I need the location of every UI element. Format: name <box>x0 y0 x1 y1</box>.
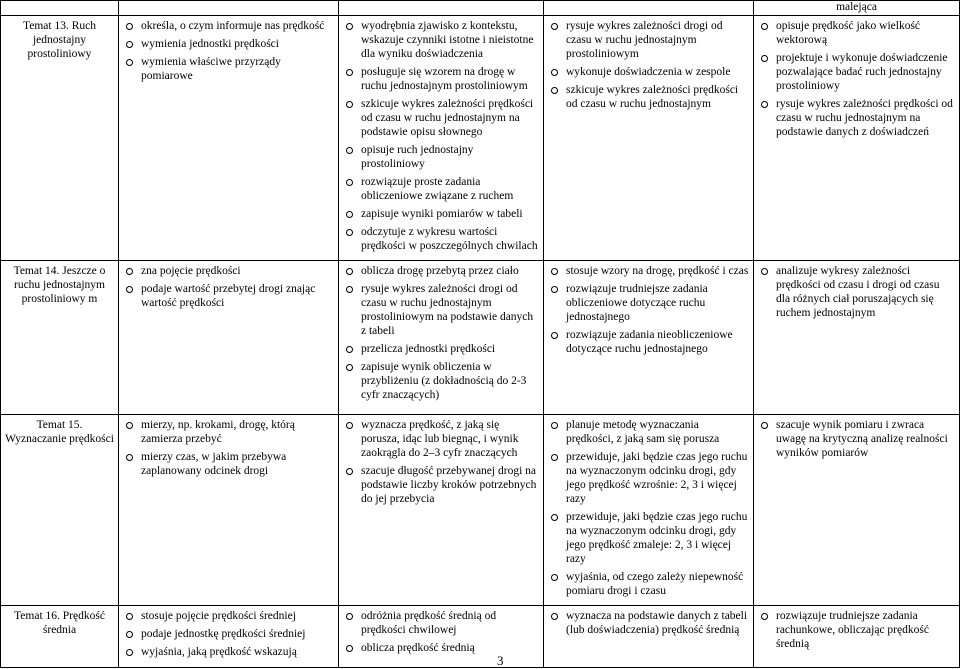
list-item: wymienia jednostki prędkości <box>123 37 334 51</box>
requirements-cell <box>544 415 754 606</box>
topic-cell: Temat 16. Prędkość średnia <box>1 606 119 668</box>
table-row <box>1 261 960 415</box>
requirements-cell <box>544 261 754 415</box>
list-item: rysuje wykres zależności drogi od czasu w ruchu jednostajnym prostoliniowym na podstawie danych z tabeli <box>343 282 539 338</box>
requirements-cell <box>119 261 339 415</box>
requirements-cell <box>754 16 960 261</box>
list-item: rozwiązuje zadania nieobliczeniowe dotyczące ruchu jednostajnego <box>548 328 749 356</box>
requirements-list <box>343 19 539 253</box>
requirements-list <box>343 264 539 402</box>
list-item: rozwiązuje proste zadania obliczeniowe związane z ruchem <box>343 175 539 203</box>
page-number: 3 <box>497 653 504 668</box>
requirements-cell <box>754 415 960 606</box>
requirements-cell <box>119 415 339 606</box>
list-item: mierzy, np. krokami, drogę, którą zamierza przebyć <box>123 418 334 446</box>
topic-cell: Temat 15. Wyznaczanie prędkości <box>1 415 119 606</box>
table-row <box>1 16 960 261</box>
list-item: projektuje i wykonuje doświadczenie pozwalające badać ruch jednostajny prostoliniowy <box>758 51 955 93</box>
requirements-list <box>548 264 749 356</box>
list-item: posługuje się wzorem na drogę w ruchu jednostajnym prostoliniowym <box>343 65 539 93</box>
empty-cell <box>544 1 754 16</box>
list-item: zapisuje wyniki pomiarów w tabeli <box>343 207 539 221</box>
empty-cell <box>1 1 119 16</box>
list-item: wymienia właściwe przyrządy pomiarowe <box>123 55 334 83</box>
requirements-list <box>123 418 334 478</box>
requirements-list <box>123 19 334 83</box>
list-item: szacuje wynik pomiaru i zwraca uwagę na krytyczną analizę realności wyników pomiarów <box>758 418 955 460</box>
empty-cell <box>119 1 339 16</box>
requirements-cell <box>339 16 544 261</box>
list-item: zapisuje wynik obliczenia w przybliżeniu (z dokładnością do 2-3 cyfr znaczących) <box>343 360 539 402</box>
list-item: analizuje wykresy zależności prędkości od czasu i drogi od czasu dla różnych ciał poruszających się ruchem jednostajnym <box>758 264 955 320</box>
list-item: odczytuje z wykresu wartości prędkości w poszczególnych chwilach <box>343 225 539 253</box>
list-item: przewiduje, jaki będzie czas jego ruchu na wyznaczonym odcinku drogi, gdy jego prędkość zmaleje: 2, 3 i więcej razy <box>548 510 749 566</box>
list-item: rozwiązuje trudniejsze zadania rachunkowe, obliczając prędkość średnią <box>758 609 955 651</box>
list-item: przewiduje, jaki będzie czas jego ruchu na wyznaczonym odcinku drogi, gdy jego prędkość wzrośnie: 2, 3 i więcej razy <box>548 450 749 506</box>
list-item: wykonuje doświadczenia w zespole <box>548 65 749 79</box>
list-item: rysuje wykres zależności drogi od czasu w ruchu jednostajnym prostoliniowym <box>548 19 749 61</box>
requirements-list <box>758 418 955 460</box>
requirements-list <box>548 609 749 637</box>
list-item: zna pojęcie prędkości <box>123 264 334 278</box>
requirements-list <box>123 609 334 659</box>
list-item: oblicza prędkość średnią <box>343 641 539 655</box>
list-item: wyznacza prędkość, z jaką się porusza, idąc lub biegnąc, i wynik zaokrągla do 2–3 cyfr znaczących <box>343 418 539 460</box>
requirements-cell <box>339 415 544 606</box>
empty-cell <box>339 1 544 16</box>
requirements-cell <box>544 16 754 261</box>
requirements-list <box>758 19 955 139</box>
topic-cell: Temat 13. Ruch jednostajny prostoliniowy <box>1 16 119 261</box>
list-item: szacuje długość przebywanej drogi na podstawie liczby kroków potrzebnych do jej przebycia <box>343 464 539 506</box>
header-fragment-row <box>1 1 960 16</box>
requirements-cell <box>119 606 339 668</box>
list-item: wyznacza na podstawie danych z tabeli (lub doświadczenia) prędkość średnią <box>548 609 749 637</box>
list-item: wyjaśnia, jaką prędkość wskazują <box>123 645 334 659</box>
list-item: szkicuje wykres zależności prędkości od czasu w ruchu jednostajnym na podstawie opisu słownego <box>343 97 539 139</box>
requirements-cell <box>339 261 544 415</box>
requirements-list <box>548 418 749 598</box>
list-item: rysuje wykres zależności prędkości od czasu w ruchu jednostajnym na podstawie danych z doświadczeń <box>758 97 955 139</box>
list-item: określa, o czym informuje nas prędkość <box>123 19 334 33</box>
requirements-list <box>758 609 955 651</box>
requirements-list <box>343 609 539 655</box>
table-row <box>1 415 960 606</box>
list-item: rozwiązuje trudniejsze zadania obliczeniowe dotyczące ruchu jednostajnego <box>548 282 749 324</box>
table-row <box>1 606 960 668</box>
list-item: szkicuje wykres zależności prędkości od czasu w ruchu jednostajnym <box>548 83 749 111</box>
list-item: planuje metodę wyznaczania prędkości, z jaką sam się porusza <box>548 418 749 446</box>
list-item: podaje jednostkę prędkości średniej <box>123 627 334 641</box>
topic-cell: Temat 14. Jeszcze o ruchu jednostajnym prostoliniowy m <box>1 261 119 415</box>
requirements-cell <box>339 606 544 668</box>
list-item: wyodrębnia zjawisko z kontekstu, wskazuje czynniki istotne i nieistotne dla wyniku doświadczenia <box>343 19 539 61</box>
requirements-cell <box>119 16 339 261</box>
list-item: odróżnia prędkość średnią od prędkości chwilowej <box>343 609 539 637</box>
requirements-list <box>343 418 539 506</box>
partial-label: malejąca <box>754 1 960 16</box>
requirements-list <box>548 19 749 111</box>
list-item: podaje wartość przebytej drogi znając wartość prędkości <box>123 282 334 310</box>
requirements-cell <box>544 606 754 668</box>
requirements-cell <box>754 606 960 668</box>
list-item: przelicza jednostki prędkości <box>343 342 539 356</box>
list-item: opisuje prędkość jako wielkość wektorową <box>758 19 955 47</box>
requirements-list <box>758 264 955 320</box>
list-item: stosuje wzory na drogę, prędkość i czas <box>548 264 749 278</box>
requirements-list <box>123 264 334 310</box>
list-item: stosuje pojęcie prędkości średniej <box>123 609 334 623</box>
list-item: mierzy czas, w jakim przebywa zaplanowany odcinek drogi <box>123 450 334 478</box>
list-item: opisuje ruch jednostajny prostoliniowy <box>343 143 539 171</box>
requirements-cell <box>754 261 960 415</box>
list-item: wyjaśnia, od czego zależy niepewność pomiaru drogi i czasu <box>548 570 749 598</box>
list-item: oblicza drogę przebytą przez ciało <box>343 264 539 278</box>
